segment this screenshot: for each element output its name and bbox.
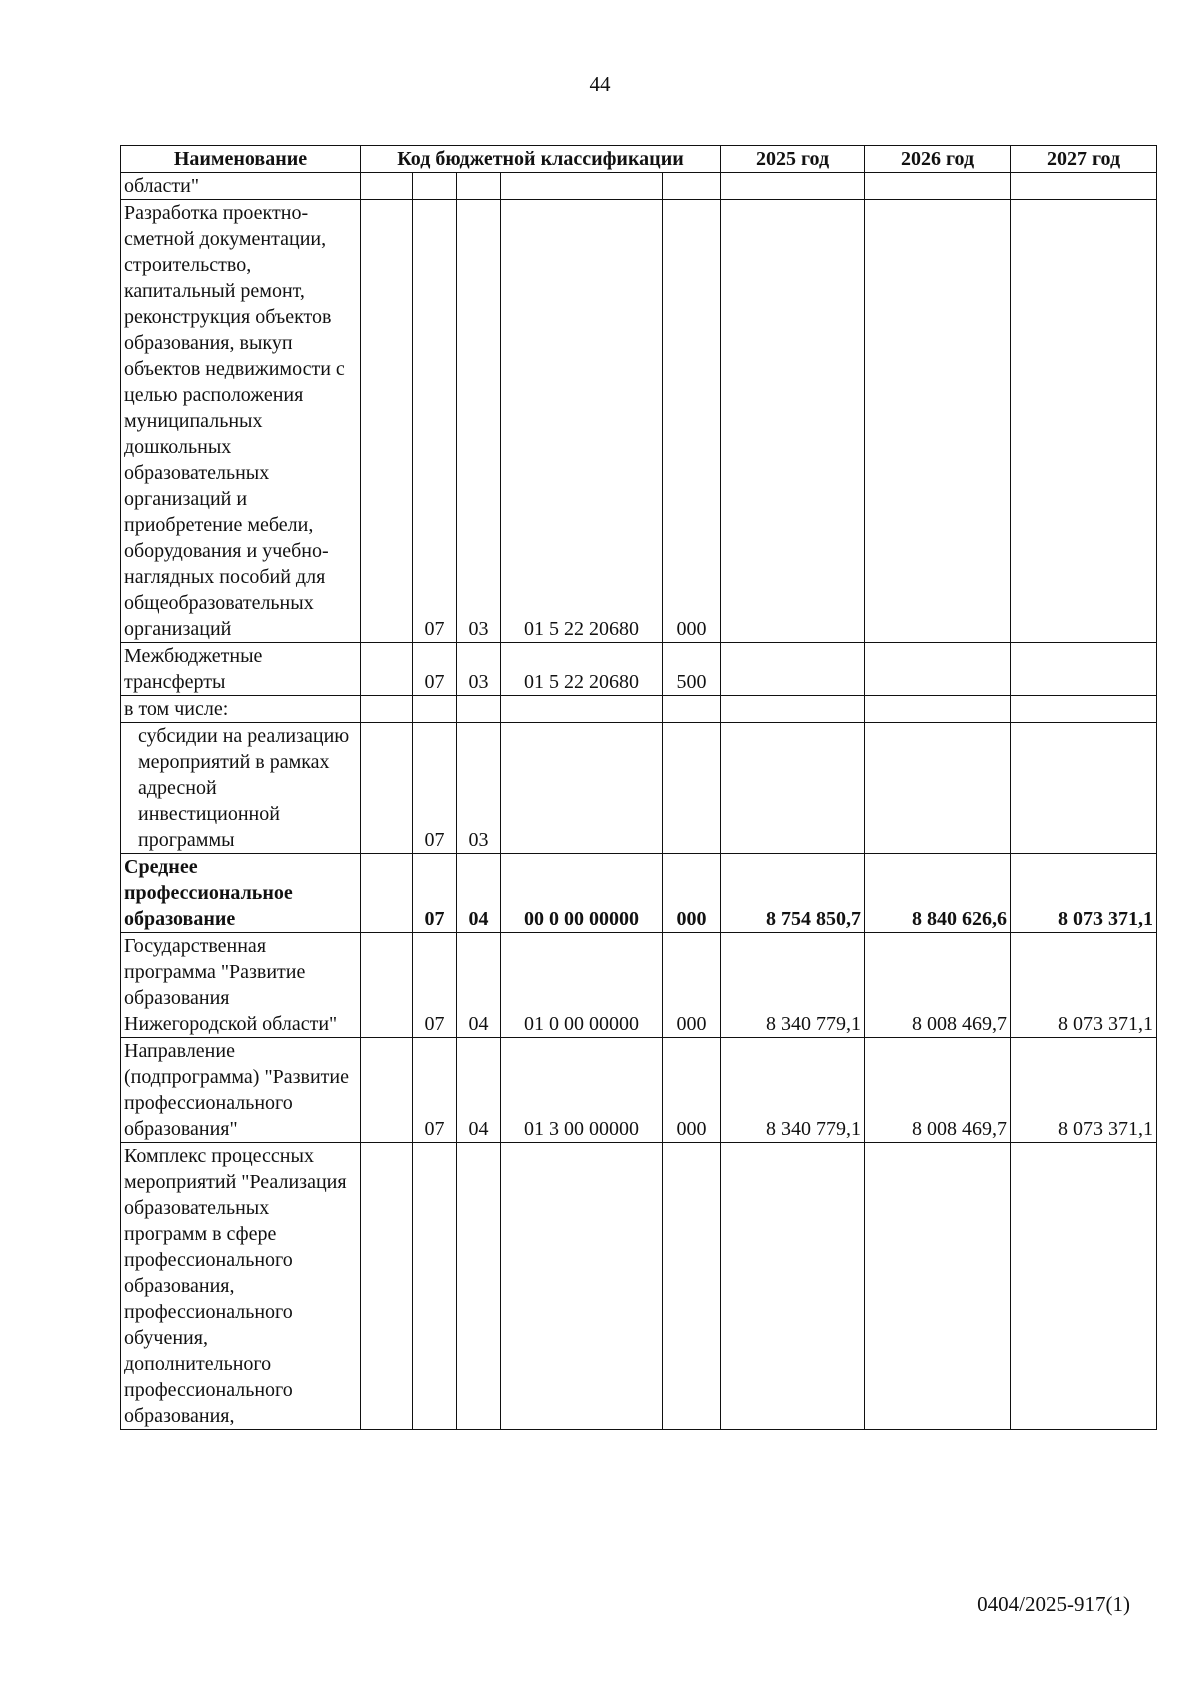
row-blank (361, 173, 413, 200)
row-pr (457, 696, 501, 723)
row-blank (361, 933, 413, 1038)
row-vr: 500 (663, 643, 721, 696)
row-blank (361, 1143, 413, 1430)
document-code: 0404/2025-917(1) (977, 1592, 1130, 1616)
table-row (121, 1143, 1157, 1430)
row-2025 (721, 200, 865, 643)
row-pr (457, 173, 501, 200)
row-2025 (721, 173, 865, 200)
row-2027 (1011, 1143, 1157, 1430)
row-name: области" (121, 173, 361, 200)
row-2026: 8 840 626,6 (865, 854, 1011, 933)
row-2026: 8 008 469,7 (865, 1038, 1011, 1143)
row-2026 (865, 173, 1011, 200)
row-name: Государственная программа "Развитие образования Нижегородской области" (121, 933, 361, 1038)
budget-table (120, 145, 1157, 1430)
row-vr (663, 1143, 721, 1430)
row-2027: 8 073 371,1 (1011, 1038, 1157, 1143)
table-row (121, 696, 1157, 723)
row-2025 (721, 1143, 865, 1430)
table-row (121, 643, 1157, 696)
table-row (121, 173, 1157, 200)
row-name-text: субсидии на реализацию мероприятий в рамках адресной инвестиционной программы (138, 725, 350, 851)
row-2027 (1011, 643, 1157, 696)
row-vr (663, 696, 721, 723)
row-2025 (721, 723, 865, 854)
table-header-row (121, 146, 1157, 173)
row-blank (361, 643, 413, 696)
row-name: Межбюджетные трансферты (121, 643, 361, 696)
row-csr (501, 696, 663, 723)
row-csr: 01 3 00 00000 (501, 1038, 663, 1143)
row-rz (413, 1143, 457, 1430)
row-2027 (1011, 696, 1157, 723)
table-row (121, 1038, 1157, 1143)
row-csr (501, 723, 663, 854)
table-row (121, 723, 1157, 854)
row-blank (361, 696, 413, 723)
row-2025: 8 340 779,1 (721, 1038, 865, 1143)
row-rz: 07 (413, 1038, 457, 1143)
row-vr (663, 723, 721, 854)
row-rz (413, 173, 457, 200)
row-2027 (1011, 200, 1157, 643)
row-name: в том числе: (121, 696, 361, 723)
row-2025 (721, 696, 865, 723)
row-2025: 8 340 779,1 (721, 933, 865, 1038)
row-csr: 00 0 00 00000 (501, 854, 663, 933)
row-2025: 8 754 850,7 (721, 854, 865, 933)
row-name: Направление (подпрограмма) "Развитие профессионального образования" (121, 1038, 361, 1143)
row-2026: 8 008 469,7 (865, 933, 1011, 1038)
row-pr: 04 (457, 854, 501, 933)
row-rz: 07 (413, 723, 457, 854)
row-2026 (865, 723, 1011, 854)
row-rz: 07 (413, 643, 457, 696)
header-2026: 2026 год (865, 146, 1011, 173)
row-2026 (865, 643, 1011, 696)
row-2027 (1011, 723, 1157, 854)
row-vr: 000 (663, 1038, 721, 1143)
row-csr: 01 5 22 20680 (501, 643, 663, 696)
row-rz: 07 (413, 933, 457, 1038)
row-csr (501, 1143, 663, 1430)
row-pr: 04 (457, 1038, 501, 1143)
row-2025 (721, 643, 865, 696)
row-name: Среднее профессиональное образование (121, 854, 361, 933)
row-csr: 01 5 22 20680 (501, 200, 663, 643)
row-blank (361, 723, 413, 854)
table-row (121, 200, 1157, 643)
row-vr: 000 (663, 854, 721, 933)
row-pr (457, 1143, 501, 1430)
row-2026 (865, 200, 1011, 643)
row-rz (413, 696, 457, 723)
row-vr: 000 (663, 200, 721, 643)
row-rz: 07 (413, 854, 457, 933)
row-2027: 8 073 371,1 (1011, 854, 1157, 933)
row-csr: 01 0 00 00000 (501, 933, 663, 1038)
row-name (121, 723, 361, 854)
header-name: Наименование (121, 146, 361, 173)
header-2027: 2027 год (1011, 146, 1157, 173)
row-vr (663, 173, 721, 200)
table-row (121, 854, 1157, 933)
row-vr: 000 (663, 933, 721, 1038)
row-blank (361, 200, 413, 643)
page-number: 44 (589, 72, 611, 96)
row-name: Комплекс процессных мероприятий "Реализация образовательных программ в сфере профессионального образования, профессионального обучения, дополнительного профессионального образования, (121, 1143, 361, 1430)
row-pr: 03 (457, 200, 501, 643)
header-2025: 2025 год (721, 146, 865, 173)
row-pr: 04 (457, 933, 501, 1038)
row-2026 (865, 696, 1011, 723)
header-code: Код бюджетной классификации (361, 146, 721, 173)
row-name: Разработка проектно-сметной документации, строительство, капитальный ремонт, реконструкция объектов образования, выкуп объектов недвижимости с целью расположения муниципальных дошкольных образовательных организаций и приобретение мебели, оборудования и учебно-наглядных пособий для общеобразовательных организаций (121, 200, 361, 643)
table-row (121, 933, 1157, 1038)
row-csr (501, 173, 663, 200)
row-2027: 8 073 371,1 (1011, 933, 1157, 1038)
row-2026 (865, 1143, 1011, 1430)
row-blank (361, 1038, 413, 1143)
row-pr: 03 (457, 643, 501, 696)
row-rz: 07 (413, 200, 457, 643)
row-pr: 03 (457, 723, 501, 854)
row-2027 (1011, 173, 1157, 200)
row-blank (361, 854, 413, 933)
